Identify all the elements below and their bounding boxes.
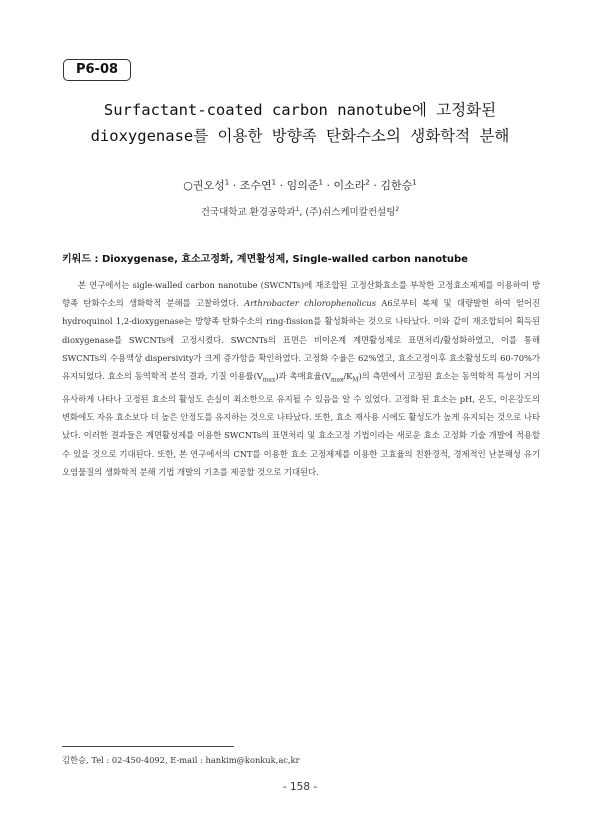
- author-separator: ·: [276, 179, 287, 192]
- organism-name: Arthrobacter chlorophenolicus: [244, 298, 377, 309]
- author-affil-mark: 2: [365, 178, 370, 187]
- affiliation-1: 건국대학교 환경공학과: [200, 207, 296, 218]
- subscript: M: [352, 376, 359, 384]
- author-name: 임의준: [286, 179, 319, 192]
- subscript: max: [330, 376, 344, 384]
- page-number: - 158 -: [282, 781, 318, 793]
- keywords-label: 키워드 :: [62, 254, 102, 265]
- author-separator: ·: [229, 179, 240, 192]
- session-badge: P6-08: [63, 59, 131, 81]
- author-separator: ·: [369, 179, 381, 192]
- author-name: 이소라: [333, 179, 366, 192]
- abstract-text: /K: [343, 371, 353, 382]
- author-separator: ·: [322, 179, 334, 192]
- footnote-divider: [62, 746, 234, 747]
- author-affil-mark: 1: [271, 178, 277, 187]
- affiliation-2-mark: 2: [395, 205, 400, 213]
- author-affil-mark: 1: [412, 178, 417, 187]
- abstract-text: )과 촉매효율(V: [275, 371, 331, 382]
- title-line-2: dioxygenase를 이용한 방향족 탄화수소의 생화학적 분해: [90, 127, 510, 145]
- abstract-text: A6로부터 복제 및 대량발현 하여 얻어진 hydroquinol 1,2-dioxygenase는 방향족 탄화수소의 ring-fission를 활성화하는 것으로 나타났다. 이와 같이 재조합되어 획득된 dioxygenase를 SWCNTs에 고정시켰다. SWCNTs의 표면은 비이온계 계면활성제로 표면처리/활성화하였고, 이를 통해 SWCNTs의 수용액상 dispersivity가 크게 증가함을 확인하였다. 고정화 수율은 62%였고, 효소고정이후 효소활성도의 60-70%가 유지되었다. 효소의 동역학적 분석 결과, 기질 이용률(V: [62, 298, 540, 382]
- abstract-body: [62, 276, 540, 481]
- paper-title: [60, 97, 540, 149]
- title-line-1: Surfactant-coated carbon nanotube에 고정화된: [103, 101, 497, 119]
- author-affil-mark: 1: [224, 178, 230, 187]
- affiliation-2: (주)쉬스케미칼컨설팅: [305, 207, 396, 218]
- keywords-line: [62, 250, 542, 265]
- keywords-text: Dioxygenase, 효소고정화, 계면활성제, Single-walled carbon nanotube: [101, 254, 468, 265]
- affiliations: [60, 204, 540, 218]
- author-name: 조수연: [239, 179, 272, 192]
- author-affil-mark: 1: [318, 178, 323, 187]
- author-name: ○권오성: [183, 179, 225, 192]
- corresponding-author-footnote: 김한승, Tel : 02-450-4092, E-mail : hankim@konkuk,ac,kr: [62, 755, 300, 765]
- abstract-text: )의 측면에서 고정된 효소는 동역학적 특성이 거의 유사하게 나타나 고정된 효소의 활성도 손실이 최소한으로 유지될 수 있음을 알 수 있었다. 고정화 된 효소는 pH, 온도, 이온강도의 변화에도 자유 효소보다 더 높은 안정도를 유지하는 것으로 나타났다. 또한, 효소 재사용 시에도 활성도가 높게 유지되는 것으로 나타났다. 이러한 결과들은 계면활성제를 이용한 SWCNTs의 표면처리 및 효소고정 기법이라는 새로운 효소 고정화 기술 개발에 적용할 수 있을 것으로 기대된다. 또한, 본 연구에서의 CNT를 이용한 효소 고정제제를 이용한 고효율의 친환경적, 경제적인 난분해성 유기오염물질의 생화학적 분해 기법 개발의 기초를 제공할 것으로 기대된다.: [62, 371, 540, 477]
- author-name: 김한승: [380, 179, 413, 192]
- abstract-text: 본 연구에서는 sigle-walled carbon nanotube (SWCNTs)에 재조합된 고정산화효소를 부착한 고정효소제제를 이용하여 방향족 탄화수소의 생화학적 분해를 고찰하였다.: [62, 280, 540, 309]
- author-list: [60, 177, 540, 193]
- affiliation-separator: ,: [299, 207, 306, 218]
- affiliation-1-mark: 1: [295, 205, 300, 213]
- subscript: max: [262, 376, 276, 384]
